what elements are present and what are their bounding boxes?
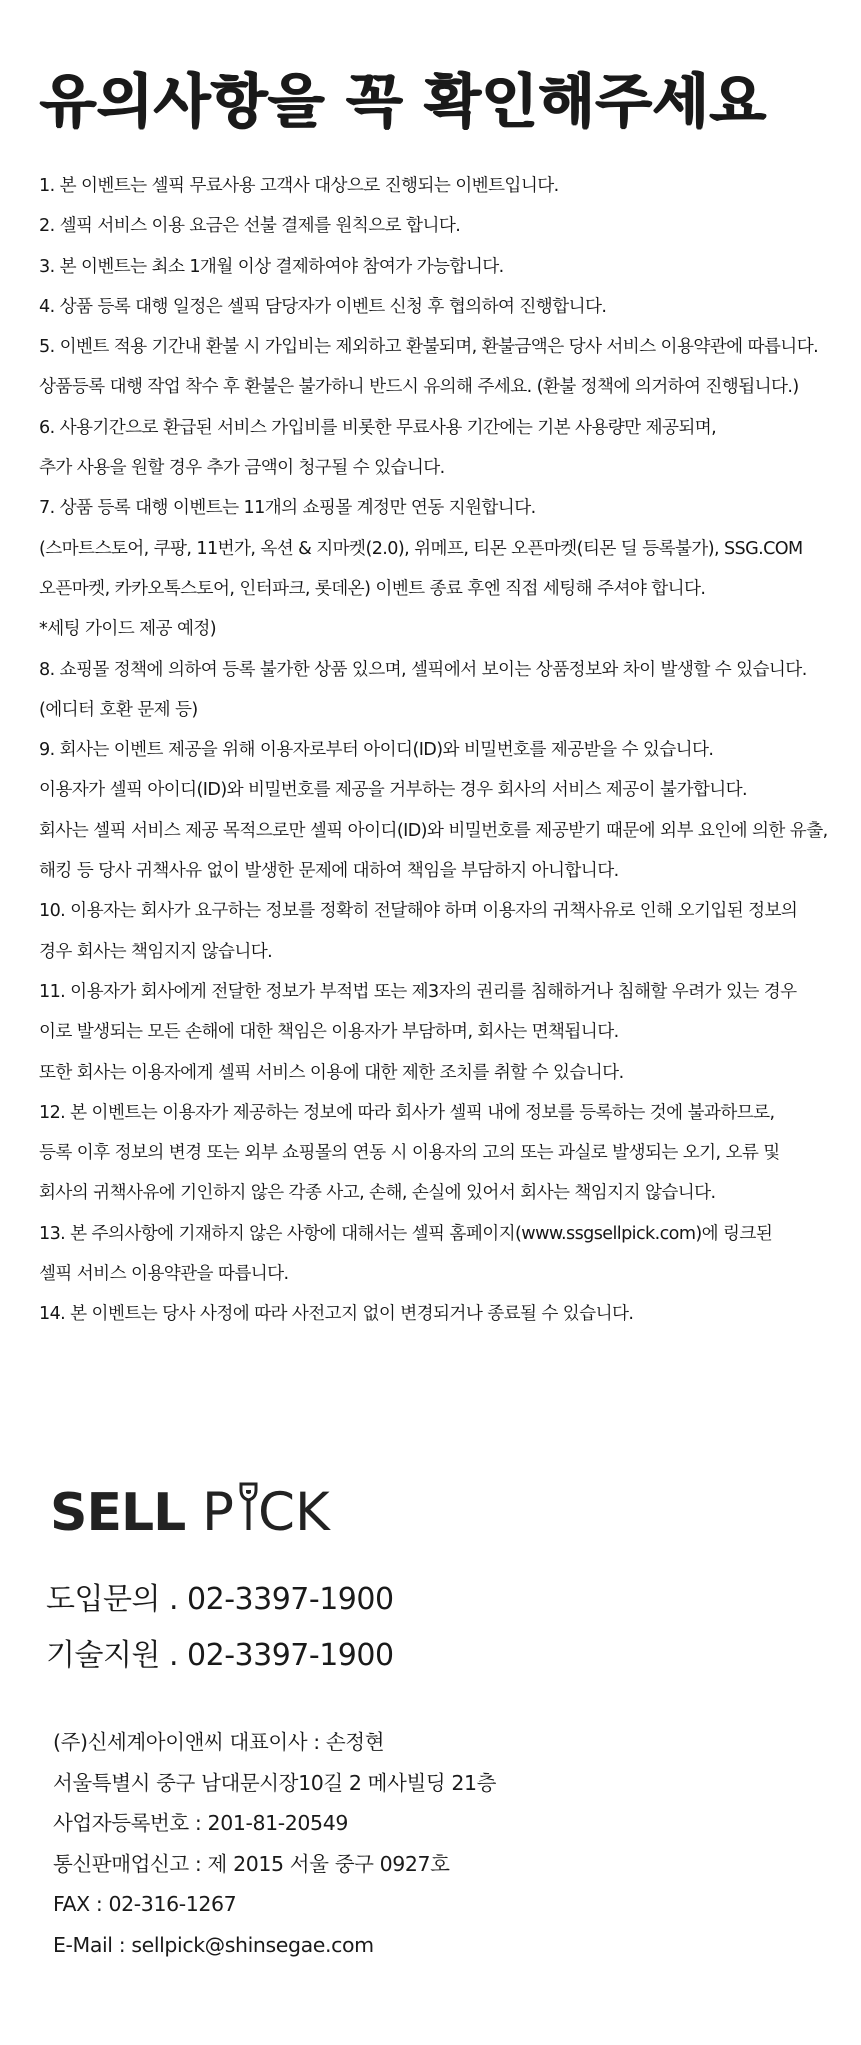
tech-support-phone: 기술지원 . 02-3397-1900 xyxy=(46,1638,394,1673)
company-ceo: (주)신세계아이앤씨 대표이사 : 손정현 xyxy=(53,1730,385,1754)
notice-line: 11. 이용자가 회사에게 전달한 정보가 부적법 또는 제3자의 권리를 침해하거나 침해할 우려가 있는 경우 xyxy=(39,981,797,1002)
notice-line: 3. 본 이벤트는 최소 1개월 이상 결제하여야 참여가 가능합니다. xyxy=(39,256,504,277)
svg-text:P: P xyxy=(202,1482,234,1538)
fax-number: FAX : 02-316-1267 xyxy=(53,1892,237,1916)
sellpick-logo xyxy=(50,1478,370,1538)
notice-line: 5. 이벤트 적용 기간내 환불 시 가입비는 제외하고 환불되며, 환불금액은 당사 서비스 이용약관에 따릅니다. xyxy=(39,337,819,358)
notice-line: 9. 회사는 이벤트 제공을 위해 이용자로부터 아이디(ID)와 비밀번호를 제공받을 수 있습니다. xyxy=(39,740,714,761)
notice-line: 셀픽 서비스 이용약관을 따릅니다. xyxy=(39,1264,289,1285)
notice-line: 오픈마켓, 카카오톡스토어, 인터파크, 롯데온) 이벤트 종료 후엔 직접 세팅해 주셔야 합니다. xyxy=(39,578,706,599)
svg-text:SELL: SELL xyxy=(50,1483,186,1538)
notice-line: 등록 이후 정보의 변경 또는 외부 쇼핑몰의 연동 시 이용자의 고의 또는 과실로 발생되는 오기, 오류 및 xyxy=(39,1143,780,1164)
notice-line: 이로 발생되는 모든 손해에 대한 책임은 이용자가 부담하며, 회사는 면책됩니다. xyxy=(39,1022,619,1043)
notice-line: 7. 상품 등록 대행 이벤트는 11개의 쇼핑몰 계정만 연동 지원합니다. xyxy=(39,498,536,519)
mail-order-registration: 통신판매업신고 : 제 2015 서울 중구 0927호 xyxy=(53,1851,450,1876)
notice-line: 12. 본 이벤트는 이용자가 제공하는 정보에 따라 회사가 셀픽 내에 정보를 등록하는 것에 불과하므로, xyxy=(39,1102,775,1123)
notice-line: 해킹 등 당사 귀책사유 없이 발생한 문제에 대하여 책임을 부담하지 아니합니다. xyxy=(39,861,619,882)
sellpick-logo-mark xyxy=(50,1478,370,1538)
sales-inquiry-phone: 도입문의 . 02-3397-1900 xyxy=(46,1582,394,1617)
notice-line: 또한 회사는 이용자에게 셀픽 서비스 이용에 대한 제한 조치를 취할 수 있습니다. xyxy=(39,1062,624,1083)
company-address: 서울특별시 중구 남대문시장10길 2 메사빌딩 21층 xyxy=(53,1770,497,1795)
notice-line: 추가 사용을 원할 경우 추가 금액이 청구될 수 있습니다. xyxy=(39,458,445,479)
notice-list xyxy=(39,166,861,1335)
notice-line: 2. 셀픽 서비스 이용 요금은 선불 결제를 원칙으로 합니다. xyxy=(39,216,461,237)
notice-line: 회사의 귀책사유에 기인하지 않은 각종 사고, 손해, 손실에 있어서 회사는 책임지지 않습니다. xyxy=(39,1183,716,1204)
business-registration-number: 사업자등록번호 : 201-81-20549 xyxy=(53,1811,348,1835)
notice-line: 4. 상품 등록 대행 일정은 셀픽 담당자가 이벤트 신청 후 협의하여 진행합니다. xyxy=(39,296,607,317)
notice-line: *세팅 가이드 제공 예정) xyxy=(39,619,216,640)
notice-line: 경우 회사는 책임지지 않습니다. xyxy=(39,941,273,962)
contact-info xyxy=(46,1572,394,1684)
notice-line: 상품등록 대행 작업 착수 후 환불은 불가하니 반드시 유의해 주세요. (환불 정책에 의거하여 진행됩니다.) xyxy=(39,377,799,398)
notice-line: 회사는 셀픽 서비스 제공 목적으로만 셀픽 아이디(ID)와 비밀번호를 제공받기 때문에 외부 요인에 의한 유출, xyxy=(39,820,828,841)
notice-line: 6. 사용기간으로 환급된 서비스 가입비를 비롯한 무료사용 기간에는 기본 사용량만 제공되며, xyxy=(39,417,717,438)
notice-line: 이용자가 셀픽 아이디(ID)와 비밀번호를 제공을 거부하는 경우 회사의 서비스 제공이 불가합니다. xyxy=(39,780,748,801)
notice-title: 유의사항을 꼭 확인해주세요 xyxy=(40,67,767,135)
notice-line: 14. 본 이벤트는 당사 사정에 따라 사전고지 없이 변경되거나 종료될 수 있습니다. xyxy=(39,1304,634,1325)
notice-line: 10. 이용자는 회사가 요구하는 정보를 정확히 전달해야 하며 이용자의 귀책사유로 인해 오기입된 정보의 xyxy=(39,901,798,922)
email-address: E-Mail : sellpick@shinsegae.com xyxy=(53,1932,374,1957)
notice-line: (에디터 호환 문제 등) xyxy=(39,699,198,720)
notice-line: (스마트스토어, 쿠팡, 11번가, 옥션 & 지마켓(2.0), 위메프, 티몬 오픈마켓(티몬 딜 등록불가), SSG.COM xyxy=(39,538,803,559)
svg-text:CK: CK xyxy=(258,1482,330,1538)
notice-line: 13. 본 주의사항에 기재하지 않은 사항에 대해서는 셀픽 홈페이지(www.ssgsellpick.com)에 링크된 xyxy=(39,1223,773,1244)
notice-line: 1. 본 이벤트는 셀픽 무료사용 고객사 대상으로 진행되는 이벤트입니다. xyxy=(39,176,559,196)
company-info xyxy=(53,1722,496,1965)
notice-line: 8. 쇼핑몰 정책에 의하여 등록 불가한 상품 있으며, 셀픽에서 보이는 상품정보와 차이 발생할 수 있습니다. xyxy=(39,659,807,680)
